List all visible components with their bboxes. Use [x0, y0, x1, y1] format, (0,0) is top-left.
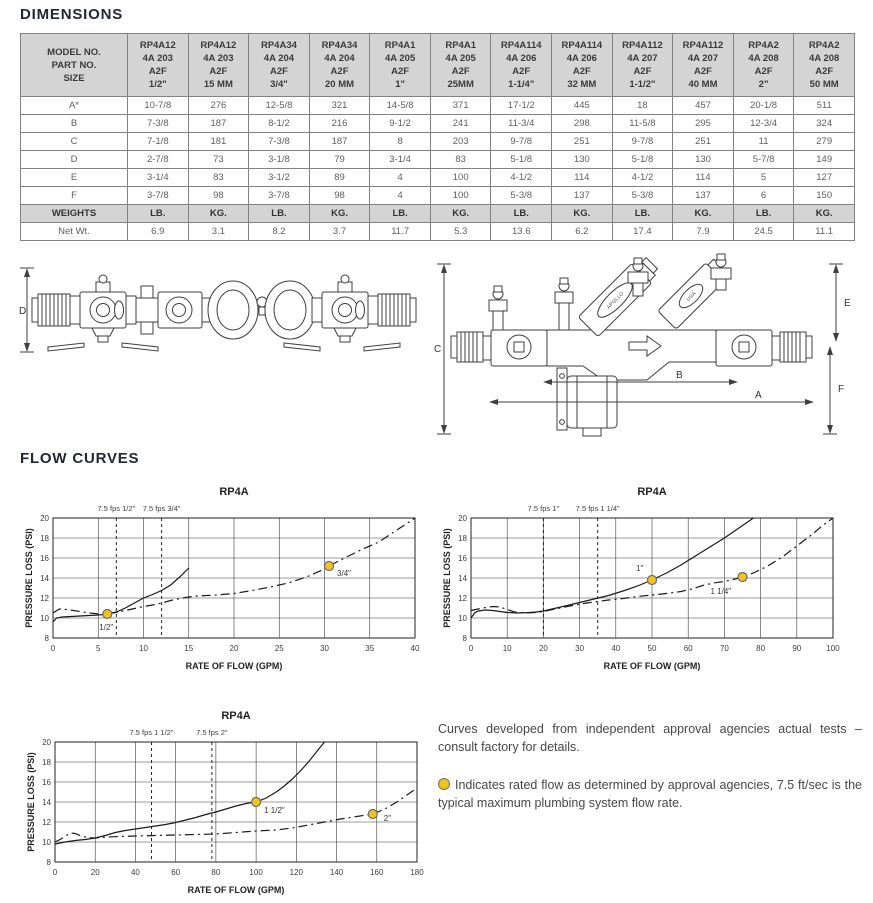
- y-tick-label: 20: [40, 514, 49, 523]
- x-tick-label: 40: [410, 644, 420, 653]
- curve-size-label: 3/4": [337, 569, 351, 578]
- table-cell: 216: [309, 115, 370, 133]
- table-row: [21, 97, 855, 115]
- table-cell: 8.2: [249, 223, 310, 241]
- y-tick-label: 10: [42, 838, 51, 847]
- table-cell: 130: [673, 151, 734, 169]
- table-cell: 4-1/2: [491, 169, 552, 187]
- flow-curve: [53, 568, 189, 622]
- table-cell: 83: [188, 169, 249, 187]
- y-axis-label: PRESSURE LOSS (PSI): [26, 752, 36, 852]
- table-cell: 251: [552, 133, 613, 151]
- dimensions-heading: DIMENSIONS: [20, 6, 124, 23]
- table-cell: LB.: [370, 205, 431, 223]
- x-tick-label: 70: [719, 644, 729, 653]
- rated-velocity-label: 7.5 fps 1": [527, 504, 560, 513]
- table-cell: LB.: [249, 205, 310, 223]
- x-axis-label: RATE OF FLOW (GPM): [603, 661, 701, 671]
- notes-block: [438, 720, 862, 833]
- rated-velocity-label: 7.5 fps 2": [196, 728, 228, 737]
- table-header-model-column: RP4A1 4A 205 A2F 1": [370, 34, 431, 97]
- table-cell: KG.: [309, 205, 370, 223]
- table-cell: 149: [794, 151, 855, 169]
- flow-curves-heading: FLOW CURVES: [20, 450, 140, 467]
- x-tick-label: 140: [329, 868, 344, 877]
- x-tick-label: 25: [274, 644, 284, 653]
- table-header-model-column: RP4A2 4A 208 A2F 50 MM: [794, 34, 855, 97]
- curve-size-label: 1": [636, 564, 644, 573]
- table-header-model-column: RP4A34 4A 204 A2F 20 MM: [309, 34, 370, 97]
- table-cell: 3-1/8: [249, 151, 310, 169]
- table-cell: 3-7/8: [128, 187, 189, 205]
- x-tick-label: 160: [370, 868, 384, 877]
- table-cell: 14-5/8: [370, 97, 431, 115]
- table-cell: KG.: [794, 205, 855, 223]
- y-tick-label: 12: [42, 818, 51, 827]
- rated-flow-marker: [648, 576, 657, 585]
- rated-flow-dot-icon: [438, 778, 450, 790]
- chart-title: RP4A: [637, 486, 667, 498]
- table-row: [21, 169, 855, 187]
- x-tick-label: 100: [249, 868, 263, 877]
- flow-chart-svg: [22, 706, 434, 898]
- x-tick-label: 60: [171, 868, 181, 877]
- table-cell: 13.6: [491, 223, 552, 241]
- flow-curve: [471, 518, 753, 618]
- left-dimension-diagram: [18, 252, 420, 442]
- x-tick-label: 10: [502, 644, 512, 653]
- x-tick-label: 80: [756, 644, 766, 653]
- x-tick-label: 30: [575, 644, 585, 653]
- x-tick-label: 20: [538, 644, 548, 653]
- table-cell: 511: [794, 97, 855, 115]
- table-row: [21, 187, 855, 205]
- y-tick-label: 20: [42, 738, 51, 747]
- y-tick-label: 14: [42, 798, 51, 807]
- dim-label-a: A: [755, 390, 762, 401]
- table-cell: 5-7/8: [733, 151, 794, 169]
- table-cell: 7.9: [673, 223, 734, 241]
- y-tick-label: 8: [44, 634, 49, 643]
- table-cell: 298: [552, 115, 613, 133]
- curve-size-label: 2": [383, 814, 392, 823]
- table-cell: 8: [370, 133, 431, 151]
- table-cell: 11.7: [370, 223, 431, 241]
- x-axis-label: RATE OF FLOW (GPM): [185, 661, 283, 671]
- table-cell: 5-3/8: [612, 187, 673, 205]
- x-tick-label: 50: [647, 644, 657, 653]
- note-curves: [438, 720, 862, 756]
- table-cell: 6.2: [552, 223, 613, 241]
- row-label: Net Wt.: [21, 223, 128, 241]
- table-header-model-column: RP4A114 4A 206 A2F 32 MM: [552, 34, 613, 97]
- x-tick-label: 0: [52, 868, 58, 877]
- table-cell: 114: [673, 169, 734, 187]
- curve-size-label: 1 1/2": [264, 806, 285, 815]
- y-tick-label: 20: [458, 514, 467, 523]
- table-cell: 114: [552, 169, 613, 187]
- dimensions-table: [20, 33, 855, 241]
- valve-handle: [122, 343, 158, 351]
- table-cell: 79: [309, 151, 370, 169]
- x-tick-label: 180: [410, 868, 424, 877]
- table-header-model-column: RP4A34 4A 204 A2F 3/4": [249, 34, 310, 97]
- table-cell: 321: [309, 97, 370, 115]
- table-cell: 130: [552, 151, 613, 169]
- x-axis-label: RATE OF FLOW (GPM): [187, 885, 285, 895]
- table-cell: 203: [430, 133, 491, 151]
- table-cell: 3-1/4: [128, 169, 189, 187]
- row-label: WEIGHTS: [21, 205, 128, 223]
- flow-chart-svg: [438, 482, 850, 674]
- table-header-model-column: RP4A12 4A 203 A2F 1/2": [128, 34, 189, 97]
- table-cell: 17.4: [612, 223, 673, 241]
- table-cell: 3-7/8: [249, 187, 310, 205]
- table-cell: 100: [430, 187, 491, 205]
- x-tick-label: 20: [90, 868, 100, 877]
- y-tick-label: 16: [42, 778, 51, 787]
- table-header-model-column: RP4A2 4A 208 A2F 2": [733, 34, 794, 97]
- table-cell: 295: [673, 115, 734, 133]
- x-tick-label: 100: [826, 644, 840, 653]
- table-cell: 11: [733, 133, 794, 151]
- table-row: [21, 115, 855, 133]
- table-cell: 324: [794, 115, 855, 133]
- flow-chart-half-threequarter: [20, 482, 432, 674]
- rated-velocity-label: 7.5 fps 1 1/2": [129, 728, 174, 737]
- table-cell: 457: [673, 97, 734, 115]
- table-cell: LB.: [128, 205, 189, 223]
- note-curves-text: Curves developed from independent approval agencies actual tests – consult factory for details.: [438, 722, 862, 755]
- rated-velocity-label: 7.5 fps 1 1/4": [575, 504, 620, 513]
- table-cell: 276: [188, 97, 249, 115]
- table-cell: 89: [309, 169, 370, 187]
- apollo-brand-label: APOLLO: [605, 290, 626, 311]
- table-cell: 187: [188, 115, 249, 133]
- table-header-model-column: RP4A12 4A 203 A2F 15 MM: [188, 34, 249, 97]
- table-cell: 137: [552, 187, 613, 205]
- table-cell: 20-1/8: [733, 97, 794, 115]
- rated-flow-marker: [325, 562, 334, 571]
- table-cell: 445: [552, 97, 613, 115]
- table-cell: 83: [430, 151, 491, 169]
- dim-label-f: F: [838, 384, 845, 395]
- table-cell: 5-1/8: [491, 151, 552, 169]
- table-cell: 7-3/8: [128, 115, 189, 133]
- row-label: F: [21, 187, 128, 205]
- table-cell: 2-7/8: [128, 151, 189, 169]
- table-cell: 5: [733, 169, 794, 187]
- table-cell: 9-7/8: [612, 133, 673, 151]
- table-cell: 371: [430, 97, 491, 115]
- table-row: [21, 223, 855, 241]
- chart-title: RP4A: [221, 710, 251, 722]
- table-cell: 11.1: [794, 223, 855, 241]
- dim-label-b: B: [676, 370, 683, 381]
- row-label: A*: [21, 97, 128, 115]
- table-cell: 7-1/8: [128, 133, 189, 151]
- x-tick-label: 35: [365, 644, 375, 653]
- x-tick-label: 120: [289, 868, 304, 877]
- table-cell: 150: [794, 187, 855, 205]
- table-cell: LB.: [612, 205, 673, 223]
- table-cell: 5-1/8: [612, 151, 673, 169]
- rated-flow-marker: [103, 610, 112, 619]
- table-cell: 9-7/8: [491, 133, 552, 151]
- table-cell: KG.: [552, 205, 613, 223]
- x-tick-label: 0: [468, 644, 474, 653]
- table-cell: 7-3/8: [249, 133, 310, 151]
- table-cell: 10-7/8: [128, 97, 189, 115]
- rated-velocity-label: 7.5 fps 1/2": [97, 504, 136, 513]
- table-cell: 3-1/2: [249, 169, 310, 187]
- note-rated-flow: [438, 776, 862, 812]
- table-cell: 98: [188, 187, 249, 205]
- x-tick-label: 20: [229, 644, 239, 653]
- table-cell: 11-5/8: [612, 115, 673, 133]
- y-tick-label: 16: [40, 554, 49, 563]
- valve-handle: [364, 343, 400, 351]
- y-tick-label: 14: [458, 574, 467, 583]
- x-tick-label: 10: [139, 644, 148, 653]
- table-cell: 11-3/4: [491, 115, 552, 133]
- rated-velocity-label: 7.5 fps 3/4": [142, 504, 181, 513]
- table-cell: 3.1: [188, 223, 249, 241]
- rated-flow-marker: [252, 798, 261, 807]
- table-cell: LB.: [491, 205, 552, 223]
- x-tick-label: 90: [792, 644, 802, 653]
- table-cell: 100: [430, 169, 491, 187]
- table-cell: 5-3/8: [491, 187, 552, 205]
- x-tick-label: 30: [320, 644, 329, 653]
- table-cell: 137: [673, 187, 734, 205]
- table-cell: 4: [370, 169, 431, 187]
- table-header-model-part-size: MODEL NO. PART NO. SIZE: [21, 34, 128, 97]
- table-cell: LB.: [733, 205, 794, 223]
- row-label: C: [21, 133, 128, 151]
- table-cell: 8-1/2: [249, 115, 310, 133]
- table-row: [21, 205, 855, 223]
- y-tick-label: 16: [458, 554, 467, 563]
- table-cell: 4-1/2: [612, 169, 673, 187]
- table-row: [21, 133, 855, 151]
- dimension-a: [489, 399, 814, 405]
- y-tick-label: 18: [40, 534, 49, 543]
- y-tick-label: 12: [458, 594, 467, 603]
- table-header-model-column: RP4A114 4A 206 A2F 1-1/4": [491, 34, 552, 97]
- table-cell: 17-1/2: [491, 97, 552, 115]
- table-cell: 6: [733, 187, 794, 205]
- table-header-model-column: RP4A112 4A 207 A2F 1-1/2": [612, 34, 673, 97]
- y-axis-label: PRESSURE LOSS (PSI): [442, 528, 452, 628]
- table-cell: 98: [309, 187, 370, 205]
- table-cell: KG.: [430, 205, 491, 223]
- x-tick-label: 0: [50, 644, 56, 653]
- table-cell: 24.5: [733, 223, 794, 241]
- table-cell: 3.7: [309, 223, 370, 241]
- flow-chart-one-oneandquarter: [438, 482, 850, 674]
- table-cell: 187: [309, 133, 370, 151]
- x-tick-label: 80: [211, 868, 221, 877]
- y-tick-label: 18: [458, 534, 467, 543]
- flow-chart-oneandhalf-two: [22, 706, 434, 898]
- table-cell: 9-1/2: [370, 115, 431, 133]
- note-rated-flow-text: Indicates rated flow as determined by approval agencies, 7.5 ft/sec is the typical maximum plumbing system flow rate.: [438, 778, 862, 811]
- y-tick-label: 10: [458, 614, 467, 623]
- table-cell: 3-1/4: [370, 151, 431, 169]
- x-tick-label: 40: [611, 644, 621, 653]
- x-tick-label: 15: [184, 644, 194, 653]
- table-cell: 4: [370, 187, 431, 205]
- y-tick-label: 8: [46, 858, 51, 867]
- dimension-f: [823, 346, 837, 434]
- usa-label: USA: [685, 290, 698, 303]
- flow-chart-svg: [20, 482, 432, 674]
- table-cell: 251: [673, 133, 734, 151]
- table-header-model-column: RP4A1 4A 205 A2F 25MM: [430, 34, 491, 97]
- table-cell: 73: [188, 151, 249, 169]
- table-cell: KG.: [188, 205, 249, 223]
- rated-flow-marker: [368, 810, 377, 819]
- table-cell: KG.: [673, 205, 734, 223]
- table-cell: 6.9: [128, 223, 189, 241]
- y-tick-label: 18: [42, 758, 51, 767]
- y-tick-label: 8: [462, 634, 467, 643]
- table-cell: 18: [612, 97, 673, 115]
- y-tick-label: 12: [40, 594, 49, 603]
- table-cell: 181: [188, 133, 249, 151]
- table-header-model-column: RP4A112 4A 207 A2F 40 MM: [673, 34, 734, 97]
- valve-handle: [284, 343, 320, 351]
- x-tick-label: 60: [683, 644, 693, 653]
- valve-handle: [48, 343, 84, 351]
- table-cell: 12-3/4: [733, 115, 794, 133]
- table-cell: 241: [430, 115, 491, 133]
- table-cell: 127: [794, 169, 855, 187]
- dim-label-c: C: [434, 344, 442, 355]
- y-axis-label: PRESSURE LOSS (PSI): [24, 528, 34, 628]
- curve-size-label: 1/2": [99, 623, 114, 632]
- x-tick-label: 5: [96, 644, 101, 653]
- x-tick-label: 40: [130, 868, 140, 877]
- table-cell: 5.3: [430, 223, 491, 241]
- table-cell: 12-5/8: [249, 97, 310, 115]
- right-dimension-diagram: [433, 250, 867, 450]
- row-label: B: [21, 115, 128, 133]
- y-tick-label: 10: [40, 614, 49, 623]
- y-tick-label: 14: [40, 574, 49, 583]
- dim-label-e: E: [844, 298, 851, 309]
- rated-flow-marker: [738, 573, 747, 582]
- dim-label-d: D: [19, 306, 27, 317]
- table-row: [21, 151, 855, 169]
- table-header-row: [21, 34, 855, 97]
- table-cell: 279: [794, 133, 855, 151]
- chart-title: RP4A: [219, 486, 249, 498]
- row-label: E: [21, 169, 128, 187]
- curve-size-label: 1 1/4": [710, 587, 732, 596]
- dimension-e: [829, 264, 843, 342]
- row-label: D: [21, 151, 128, 169]
